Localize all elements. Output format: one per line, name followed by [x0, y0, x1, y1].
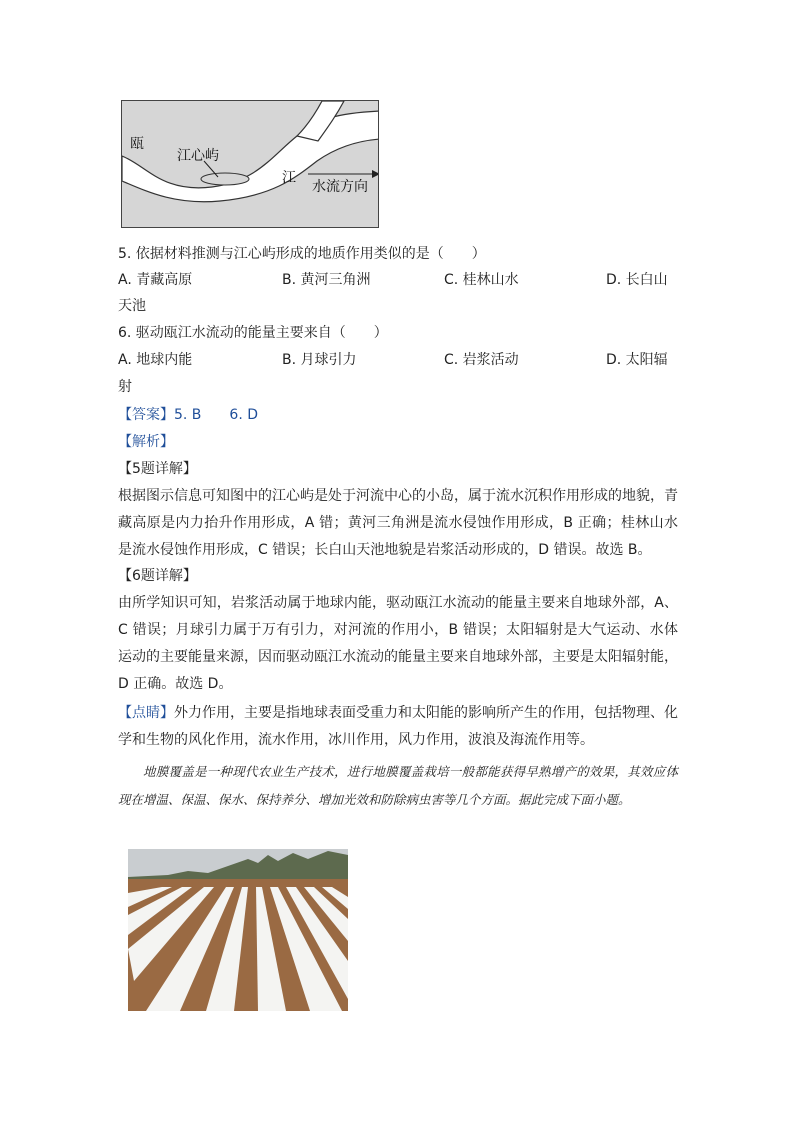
river-map-drawing [122, 101, 379, 228]
answer-tag: 【答案】 [118, 407, 174, 423]
question-5-stem: 5. 依据材料推测与江心屿形成的地质作用类似的是（ ） [118, 246, 486, 262]
map-label-ou: 瓯 [130, 136, 144, 152]
q5-option-b: B. 黄河三角洲 [282, 272, 371, 288]
tip-block [118, 700, 678, 754]
mulch-field-drawing [128, 849, 348, 1011]
q5-option-a: A. 青藏高原 [118, 272, 193, 288]
q6-option-b: B. 月球引力 [282, 352, 357, 368]
answer-text: 5. B 6. D [174, 407, 258, 423]
mulch-field-photo [128, 849, 348, 1011]
q5-option-d-wrap: 天池 [118, 298, 146, 314]
q5-option-d: D. 长白山 [606, 272, 668, 288]
q6-option-c: C. 岩浆活动 [444, 352, 519, 368]
q5-option-c: C. 桂林山水 [444, 272, 519, 288]
tip-text: 外力作用，主要是指地球表面受重力和太阳能的影响所产生的作用，包括物理、化学和生物的风化作用，流水作用，冰川作用，风力作用，波浪及海流作用等。 [118, 705, 678, 748]
map-label-flow: 水流方向 [312, 179, 368, 195]
material-paragraph: 地膜覆盖是一种现代农业生产技术，进行地膜覆盖栽培一般都能获得早熟增产的效果，其效应体现在增温、保温、保水、保持养分、增加光效和防除病虫害等几个方面。据此完成下面小题。 [118, 764, 678, 807]
tip-tag: 【点睛】 [118, 705, 174, 721]
q6-option-d-wrap: 射 [118, 379, 132, 395]
answer-line [118, 405, 258, 425]
q6-option-a: A. 地球内能 [118, 352, 193, 368]
analysis-tag: 【解析】 [118, 434, 174, 450]
flow-arrow-head [372, 170, 379, 178]
detail-6-text: 由所学知识可知，岩浆活动属于地球内能，驱动瓯江水流动的能量主要来自地球外部，A、C 错误；月球引力属于万有引力，对河流的作用小，B 错误；太阳辐射是大气运动、水体运动的主要能量来源，因而驱动瓯江水流动的能量主要来自地球外部，主要是太阳辐射能，D 正确。故选 D。 [118, 595, 678, 692]
detail-5-tag: 【5题详解】 [118, 461, 197, 477]
detail-5-text: 根据图示信息可知图中的江心屿是处于河流中心的小岛，属于流水沉积作用形成的地貌，青藏高原是内力抬升作用形成，A 错；黄河三角洲是流水侵蚀作用形成，B 正确；桂林山水是流水侵蚀作用形成，C 错误；长白山天池地貌是岩浆活动形成的，D 错误。故选 B。 [118, 488, 678, 558]
q6-option-d: D. 太阳辐 [606, 352, 668, 368]
map-label-island: 江心屿 [177, 148, 219, 164]
question-6-stem: 6. 驱动瓯江水流动的能量主要来自（ ） [118, 325, 388, 341]
island-shape [201, 173, 249, 185]
map-label-jiang: 江 [282, 170, 296, 186]
detail-6-tag: 【6题详解】 [118, 568, 197, 584]
river-map [121, 100, 379, 228]
